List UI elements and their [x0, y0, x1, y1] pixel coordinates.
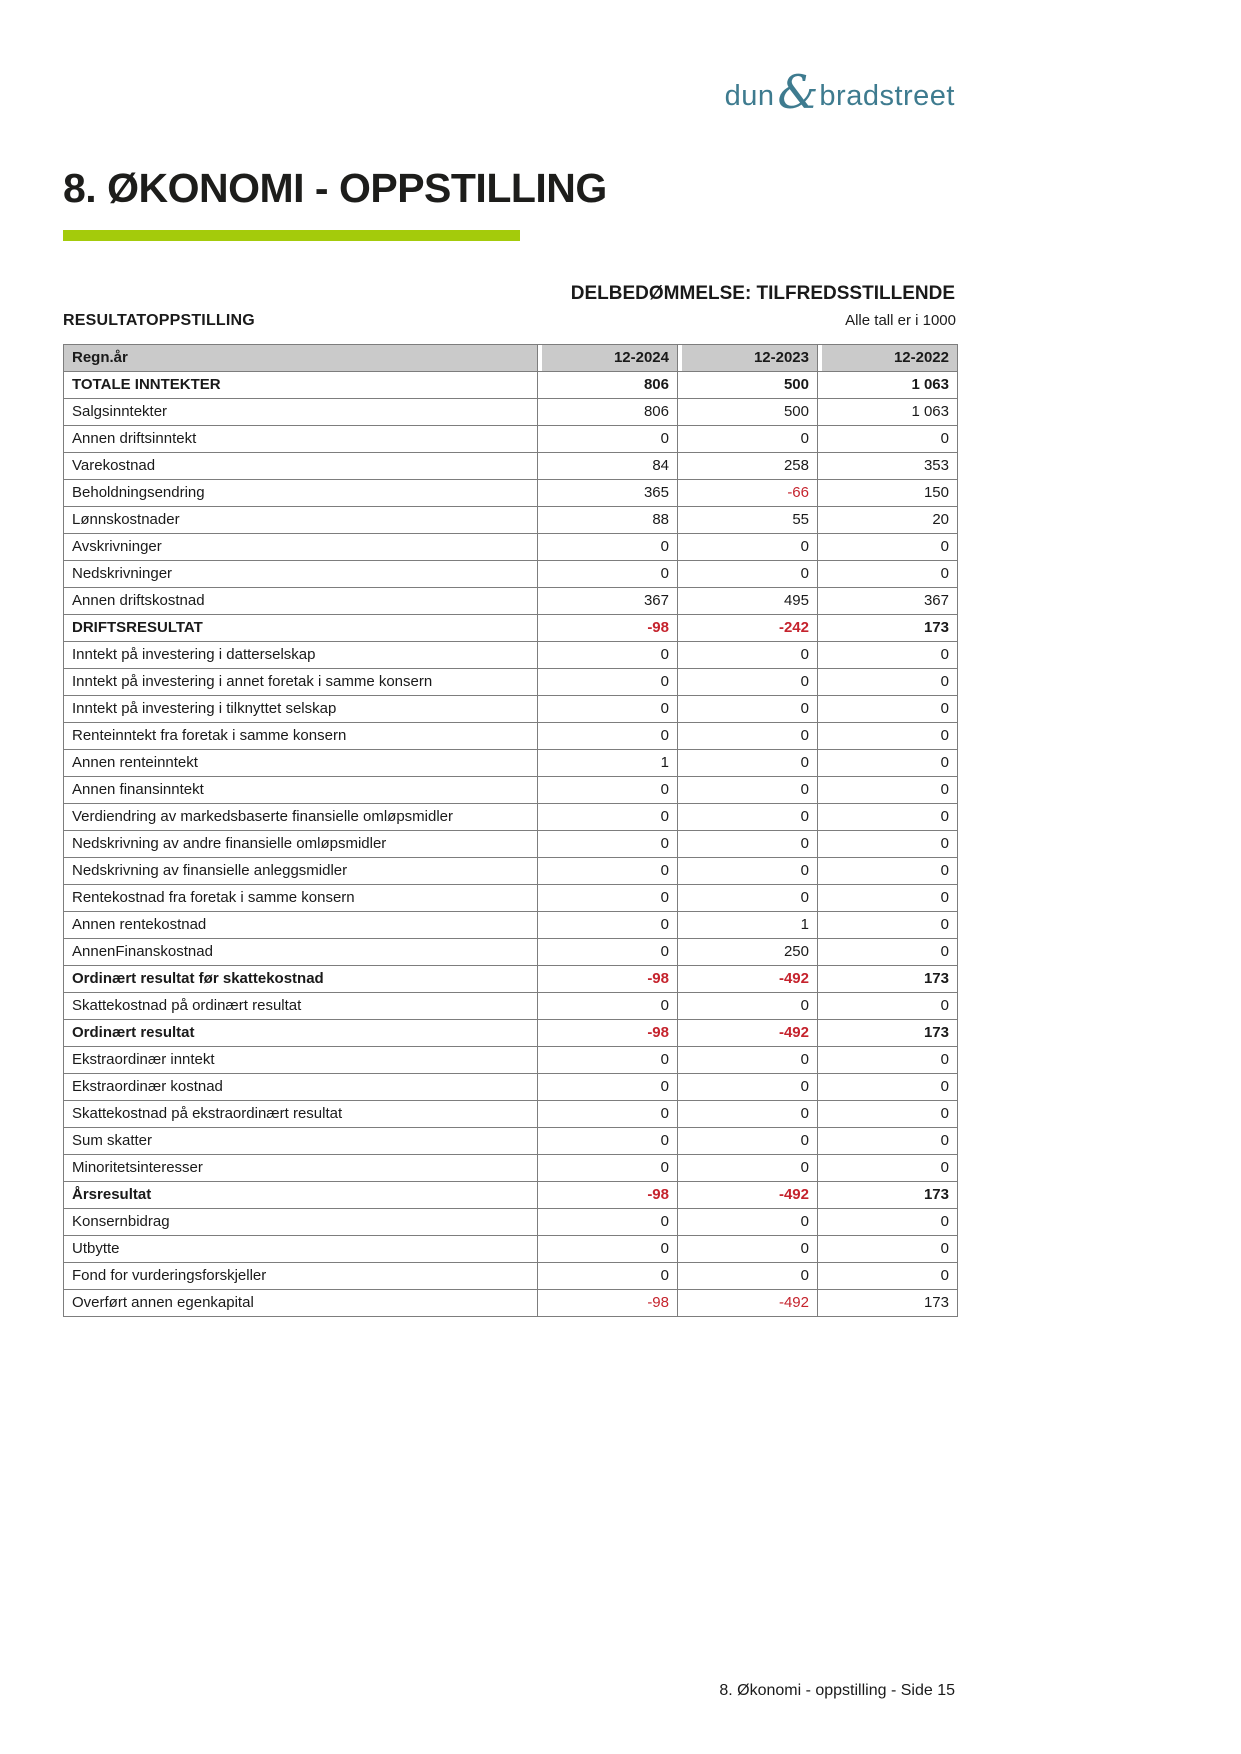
- row-label: Skattekostnad på ekstraordinært resultat: [64, 1101, 538, 1128]
- row-value: 0: [678, 1263, 818, 1290]
- table-row: [64, 399, 958, 426]
- row-value: 0: [538, 777, 678, 804]
- row-value: 0: [538, 1074, 678, 1101]
- row-value: 0: [538, 993, 678, 1020]
- row-value: 0: [818, 831, 958, 858]
- table-header-row: [64, 345, 958, 372]
- row-value: -98: [538, 1182, 678, 1209]
- row-value: 806: [538, 372, 678, 399]
- column-header-year: 12-2024: [538, 345, 678, 372]
- row-value: 0: [818, 642, 958, 669]
- row-value: -98: [538, 966, 678, 993]
- row-value: 0: [678, 993, 818, 1020]
- row-value: 367: [538, 588, 678, 615]
- row-value: 0: [678, 696, 818, 723]
- row-value: 173: [818, 1290, 958, 1317]
- row-value: 0: [538, 696, 678, 723]
- row-value: 0: [538, 1047, 678, 1074]
- row-value: 258: [678, 453, 818, 480]
- row-value: 0: [818, 1101, 958, 1128]
- row-value: 0: [678, 1047, 818, 1074]
- row-value: 0: [678, 1155, 818, 1182]
- row-value: 0: [818, 1209, 958, 1236]
- row-value: 0: [538, 1236, 678, 1263]
- row-value: 0: [678, 561, 818, 588]
- table-row: [64, 1128, 958, 1155]
- row-value: 55: [678, 507, 818, 534]
- table-row: [64, 993, 958, 1020]
- row-value: 0: [538, 1101, 678, 1128]
- row-value: 500: [678, 372, 818, 399]
- table-row: [64, 642, 958, 669]
- row-value: 0: [818, 885, 958, 912]
- logo-text-dun: dun: [724, 80, 775, 112]
- row-value: 0: [818, 1074, 958, 1101]
- table-row: [64, 1155, 958, 1182]
- row-value: 0: [538, 912, 678, 939]
- table-row: [64, 1182, 958, 1209]
- table-row: [64, 939, 958, 966]
- row-value: 0: [818, 993, 958, 1020]
- row-value: 0: [678, 1101, 818, 1128]
- table-row: [64, 426, 958, 453]
- row-value: 0: [818, 1155, 958, 1182]
- row-value: 0: [818, 723, 958, 750]
- table-row: [64, 777, 958, 804]
- row-value: 0: [678, 1074, 818, 1101]
- row-label: Overført annen egenkapital: [64, 1290, 538, 1317]
- row-label: Lønnskostnader: [64, 507, 538, 534]
- row-value: 0: [538, 831, 678, 858]
- row-value: -98: [538, 1290, 678, 1317]
- row-value: 250: [678, 939, 818, 966]
- row-value: 0: [538, 426, 678, 453]
- row-label: Konsernbidrag: [64, 1209, 538, 1236]
- row-value: 0: [538, 1263, 678, 1290]
- row-label: Annen driftsinntekt: [64, 426, 538, 453]
- table-row: [64, 1263, 958, 1290]
- row-value: 0: [818, 696, 958, 723]
- row-value: 365: [538, 480, 678, 507]
- row-label: Rentekostnad fra foretak i samme konsern: [64, 885, 538, 912]
- row-value: 500: [678, 399, 818, 426]
- table-subheader: [63, 312, 956, 330]
- row-value: 0: [818, 561, 958, 588]
- table-row: [64, 615, 958, 642]
- row-value: 0: [538, 804, 678, 831]
- row-label: Ekstraordinær kostnad: [64, 1074, 538, 1101]
- row-value: 0: [538, 1128, 678, 1155]
- table-row: [64, 831, 958, 858]
- row-value: 0: [678, 723, 818, 750]
- row-value: 0: [538, 1155, 678, 1182]
- row-value: 0: [678, 750, 818, 777]
- income-statement-table: [63, 344, 958, 1317]
- row-value: 173: [818, 1182, 958, 1209]
- table-row: [64, 1020, 958, 1047]
- row-value: -66: [678, 480, 818, 507]
- row-label: Renteinntekt fra foretak i samme konsern: [64, 723, 538, 750]
- row-value: 0: [678, 777, 818, 804]
- row-label: DRIFTSRESULTAT: [64, 615, 538, 642]
- row-value: -98: [538, 615, 678, 642]
- row-value: 0: [818, 534, 958, 561]
- row-value: 0: [678, 804, 818, 831]
- row-value: 0: [678, 642, 818, 669]
- row-label: Inntekt på investering i datterselskap: [64, 642, 538, 669]
- table-row: [64, 1047, 958, 1074]
- row-label: TOTALE INNTEKTER: [64, 372, 538, 399]
- row-value: 0: [678, 1128, 818, 1155]
- row-value: 0: [678, 1209, 818, 1236]
- column-header-year: 12-2022: [818, 345, 958, 372]
- table-row: [64, 372, 958, 399]
- table-row: [64, 534, 958, 561]
- dun-bradstreet-logo: [724, 62, 955, 119]
- row-value: 1: [678, 912, 818, 939]
- row-value: -492: [678, 1020, 818, 1047]
- table-row: [64, 858, 958, 885]
- row-value: 0: [678, 885, 818, 912]
- row-value: -242: [678, 615, 818, 642]
- row-value: 0: [678, 831, 818, 858]
- row-value: 173: [818, 615, 958, 642]
- row-value: 0: [538, 939, 678, 966]
- row-value: 0: [538, 561, 678, 588]
- page-title: 8. ØKONOMI - OPPSTILLING: [63, 165, 607, 211]
- row-value: 0: [818, 1263, 958, 1290]
- table-row: [64, 1209, 958, 1236]
- row-value: 0: [538, 669, 678, 696]
- table-row: [64, 696, 958, 723]
- row-value: 150: [818, 480, 958, 507]
- row-label: Annen driftskostnad: [64, 588, 538, 615]
- row-value: 0: [818, 669, 958, 696]
- table-row: [64, 750, 958, 777]
- row-label: Annen finansinntekt: [64, 777, 538, 804]
- row-value: 0: [818, 804, 958, 831]
- table-row: [64, 669, 958, 696]
- row-label: Salgsinntekter: [64, 399, 538, 426]
- row-label: Minoritetsinteresser: [64, 1155, 538, 1182]
- row-value: 1: [538, 750, 678, 777]
- row-label: Verdiendring av markedsbaserte finansielle omløpsmidler: [64, 804, 538, 831]
- table-row: [64, 507, 958, 534]
- row-value: -98: [538, 1020, 678, 1047]
- row-label: Ordinært resultat før skattekostnad: [64, 966, 538, 993]
- row-value: 0: [818, 912, 958, 939]
- table-row: [64, 723, 958, 750]
- row-value: 806: [538, 399, 678, 426]
- row-label: Inntekt på investering i annet foretak i samme konsern: [64, 669, 538, 696]
- row-value: 0: [538, 534, 678, 561]
- row-label: Beholdningsendring: [64, 480, 538, 507]
- row-value: 0: [538, 642, 678, 669]
- row-label: Ordinært resultat: [64, 1020, 538, 1047]
- row-label: Annen renteinntekt: [64, 750, 538, 777]
- row-value: -492: [678, 1182, 818, 1209]
- table-row: [64, 966, 958, 993]
- accent-bar: [63, 230, 520, 241]
- row-label: Inntekt på investering i tilknyttet selskap: [64, 696, 538, 723]
- row-value: -492: [678, 1290, 818, 1317]
- row-value: 88: [538, 507, 678, 534]
- row-value: 0: [678, 1236, 818, 1263]
- table-row: [64, 480, 958, 507]
- table-row: [64, 885, 958, 912]
- logo-ampersand-icon: &: [777, 65, 819, 119]
- row-value: 0: [538, 723, 678, 750]
- row-value: 0: [818, 426, 958, 453]
- row-label: AnnenFinanskostnad: [64, 939, 538, 966]
- table-row: [64, 561, 958, 588]
- row-value: 0: [818, 777, 958, 804]
- row-label: Annen rentekostnad: [64, 912, 538, 939]
- row-value: 0: [538, 858, 678, 885]
- row-value: 1 063: [818, 399, 958, 426]
- row-label: Årsresultat: [64, 1182, 538, 1209]
- table-row: [64, 453, 958, 480]
- table-row: [64, 588, 958, 615]
- units-note: Alle tall er i 1000: [845, 312, 956, 329]
- table-row: [64, 804, 958, 831]
- column-header-label: Regn.år: [64, 345, 538, 372]
- row-value: 0: [678, 669, 818, 696]
- table-row: [64, 912, 958, 939]
- row-value: 0: [678, 858, 818, 885]
- row-label: Skattekostnad på ordinært resultat: [64, 993, 538, 1020]
- row-value: 20: [818, 507, 958, 534]
- row-label: Sum skatter: [64, 1128, 538, 1155]
- row-value: 0: [678, 534, 818, 561]
- row-label: Utbytte: [64, 1236, 538, 1263]
- row-label: Varekostnad: [64, 453, 538, 480]
- row-value: -492: [678, 966, 818, 993]
- row-label: Fond for vurderingsforskjeller: [64, 1263, 538, 1290]
- row-label: Avskrivninger: [64, 534, 538, 561]
- row-value: 0: [818, 1128, 958, 1155]
- table-row: [64, 1101, 958, 1128]
- row-label: Nedskrivning av andre finansielle omløpsmidler: [64, 831, 538, 858]
- row-value: 0: [538, 885, 678, 912]
- row-label: Nedskrivning av finansielle anleggsmidler: [64, 858, 538, 885]
- row-value: 84: [538, 453, 678, 480]
- row-value: 0: [678, 426, 818, 453]
- row-value: 173: [818, 966, 958, 993]
- row-value: 0: [818, 1236, 958, 1263]
- row-label: Ekstraordinær inntekt: [64, 1047, 538, 1074]
- row-value: 0: [818, 939, 958, 966]
- row-value: 1 063: [818, 372, 958, 399]
- row-label: Nedskrivninger: [64, 561, 538, 588]
- row-value: 0: [818, 858, 958, 885]
- row-value: 367: [818, 588, 958, 615]
- row-value: 0: [538, 1209, 678, 1236]
- column-header-year: 12-2023: [678, 345, 818, 372]
- row-value: 0: [818, 1047, 958, 1074]
- table-body: [64, 372, 958, 1317]
- assessment-line: DELBEDØMMELSE: TILFREDSSTILLENDE: [570, 283, 955, 304]
- page-footer: 8. Økonomi - oppstilling - Side 15: [719, 1682, 955, 1699]
- row-value: 353: [818, 453, 958, 480]
- row-value: 495: [678, 588, 818, 615]
- table-title: RESULTATOPPSTILLING: [63, 312, 255, 329]
- table-row: [64, 1236, 958, 1263]
- row-value: 0: [818, 750, 958, 777]
- row-value: 173: [818, 1020, 958, 1047]
- logo-text-bradstreet: bradstreet: [819, 80, 955, 112]
- table-row: [64, 1290, 958, 1317]
- table-row: [64, 1074, 958, 1101]
